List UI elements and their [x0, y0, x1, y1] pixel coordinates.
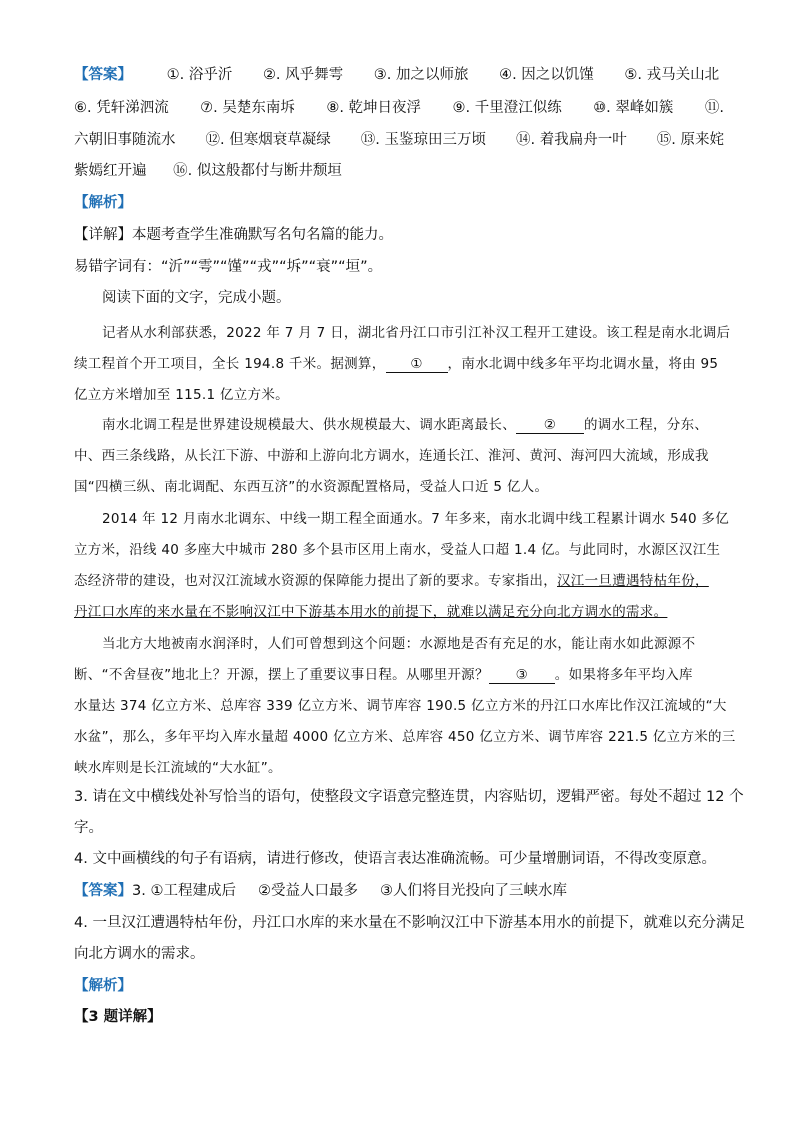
blank-3: ③: [489, 667, 555, 684]
answer-item: ⑤. 戎马关山北: [624, 67, 720, 83]
passage-line: 亿立方米增加至 115.1 亿立方米。: [74, 387, 289, 403]
passage-line: 中、西三条线路，从长江下游、中游和上游向北方调水，连通长江、淮河、黄河、海河四大流域，形成我: [74, 448, 709, 464]
reading-instruction: 阅读下面的文字，完成小题。: [102, 290, 291, 306]
answer-item: ③. 加之以师旅: [373, 67, 469, 83]
underlined-sentence: 汉江一旦遭遇特枯年份，: [557, 573, 709, 589]
passage-line: 水盆”，那么，多年平均入库水量超 4000 亿立方米、总库容 450 亿立方米、调节库容 221.5 亿立方米的三: [74, 729, 736, 745]
answer-item: ⑩. 翠峰如簇: [593, 100, 674, 116]
blank-1: ①: [386, 356, 448, 373]
passage-line: 记者从水利部获悉，2022 年 7 月 7 日，湖北省丹江口市引江补汉工程开工建设。该工程是南水北调后: [102, 325, 731, 341]
answer-item: ③人们将目光投向了三峡水库: [379, 883, 567, 899]
passage-line: 续工程首个开工项目，全长 194.8 千米。据测算， ① ，南水北调中线多年平均北调水量，将由 95: [74, 356, 719, 372]
answer-item: ⑯. 似这般都付与断井颓垣: [173, 163, 342, 179]
answer-row-4: [74, 162, 724, 180]
answer-item: ②受益人口最多: [257, 883, 358, 899]
passage-line: 水量达 374 亿立方米、总库容 339 亿立方米、调节库容 190.5 亿立方米的丹江口水库比作汉江流域的“大: [74, 698, 727, 714]
analysis-heading: 【解析】: [74, 195, 132, 211]
answer-item: ⑥. 凭轩涕泗流: [74, 100, 169, 116]
answer-item: ⑫. 但寒烟衰草凝绿: [205, 132, 331, 148]
answer-item: ①. 浴乎沂: [166, 67, 233, 83]
answer-tag: 【答案】: [74, 67, 132, 83]
passage-line: 立方米，沿线 40 多座大中城市 280 多个县市区用上南水，受益人口超 1.4 亿。与此同时，水源区汉江生: [74, 542, 721, 558]
answer-item: 紫嫣红开遍: [74, 163, 147, 179]
detail-text: 本题考查学生准确默写名句名篇的能力。: [132, 227, 393, 243]
answer-item: ⑬. 玉鉴琼田三万顷: [360, 132, 486, 148]
underlined-sentence: 丹江口水库的来水量在不影响汉江中下游基本用水的前提下，就难以满足充分向北方调水的需求。: [74, 604, 668, 620]
answer-row-2: [74, 99, 724, 117]
answer-item: ⑭. 着我扁舟一叶: [516, 132, 627, 148]
question-3: 3. 请在文中横线处补写恰当的语句，使整段文字语意完整连贯，内容贴切，逻辑严密。每处不超过 12 个: [74, 789, 744, 805]
passage-line: 当北方大地被南水润泽时，人们可曾想到这个问题：水源地是否有充足的水，能让南水如此源源不: [102, 636, 696, 652]
passage-line: 态经济带的建设，也对汉江流域水资源的保障能力提出了新的要求。专家指出，汉江一旦遭遇特枯年份，: [74, 573, 709, 589]
passage-line: 峡水库则是长江流域的“大水缸”。: [74, 760, 282, 776]
passage-line: [74, 600, 724, 620]
analysis-heading: 【解析】: [74, 978, 132, 994]
detail-tag: 【详解】: [74, 227, 132, 243]
detail-line: [74, 226, 724, 244]
passage-line: 断、“不舍昼夜”地北上？开源，摆上了重要议事日程。从哪里开源？ ③ 。如果将多年平均入库: [74, 667, 693, 683]
answer-item: 六朝旧事随流水: [74, 132, 176, 148]
typo-words-line: 易错字词有：“沂”“雩”“馑”“戎”“坼”“衰”“垣”。: [74, 259, 383, 275]
passage-line: 国“四横三纵、南北调配、东西互济”的水资源配置格局，受益人口近 5 亿人。: [74, 479, 549, 495]
detail-heading-q3: 【3 题详解】: [74, 1009, 162, 1025]
question-3-cont: 字。: [74, 820, 103, 836]
answer-item: ⑨. 千里澄江似练: [452, 100, 562, 116]
answer-item: ②. 风乎舞雩: [262, 67, 344, 83]
passage-line: 2014 年 12 月南水北调东、中线一期工程全面通水。7 年多来，南水北调中线工程累计调水 540 多亿: [102, 511, 730, 527]
blank-2: ②: [516, 417, 584, 434]
passage-line: 南水北调工程是世界建设规模最大、供水规模最大、调水距离最长、 ② 的调水工程，分东、: [102, 417, 709, 433]
answer-item: ④. 因之以饥馑: [499, 67, 594, 83]
answer-q4-line: 4. 一旦汉江遭遇特枯年份，丹江口水库的来水量在不影响汉江中下游基本用水的前提下，就难以充分满足: [74, 915, 745, 931]
answer-q4-line: 向北方调水的需求。: [74, 946, 205, 962]
answer-item: ⑧. 乾坤日夜浮: [326, 100, 422, 116]
answer-item: ⑦. 吴楚东南坼: [200, 100, 295, 116]
answer-item: ⑪.: [704, 100, 724, 116]
answer-row-q3: 【答案】3. ①工程建成后 ②受益人口最多 ③人们将目光投向了三峡水库: [74, 883, 567, 899]
answer-item: ①工程建成后: [150, 883, 236, 899]
answer-item: ⑮. 原来姹: [656, 132, 724, 148]
question-4: 4. 文中画横线的句子有语病，请进行修改，使语言表达准确流畅。可少量增删词语，不得改变原意。: [74, 851, 716, 867]
answer-row-3: [74, 131, 724, 149]
answer-row-1: [74, 66, 724, 84]
answer-tag: 【答案】: [74, 883, 132, 899]
